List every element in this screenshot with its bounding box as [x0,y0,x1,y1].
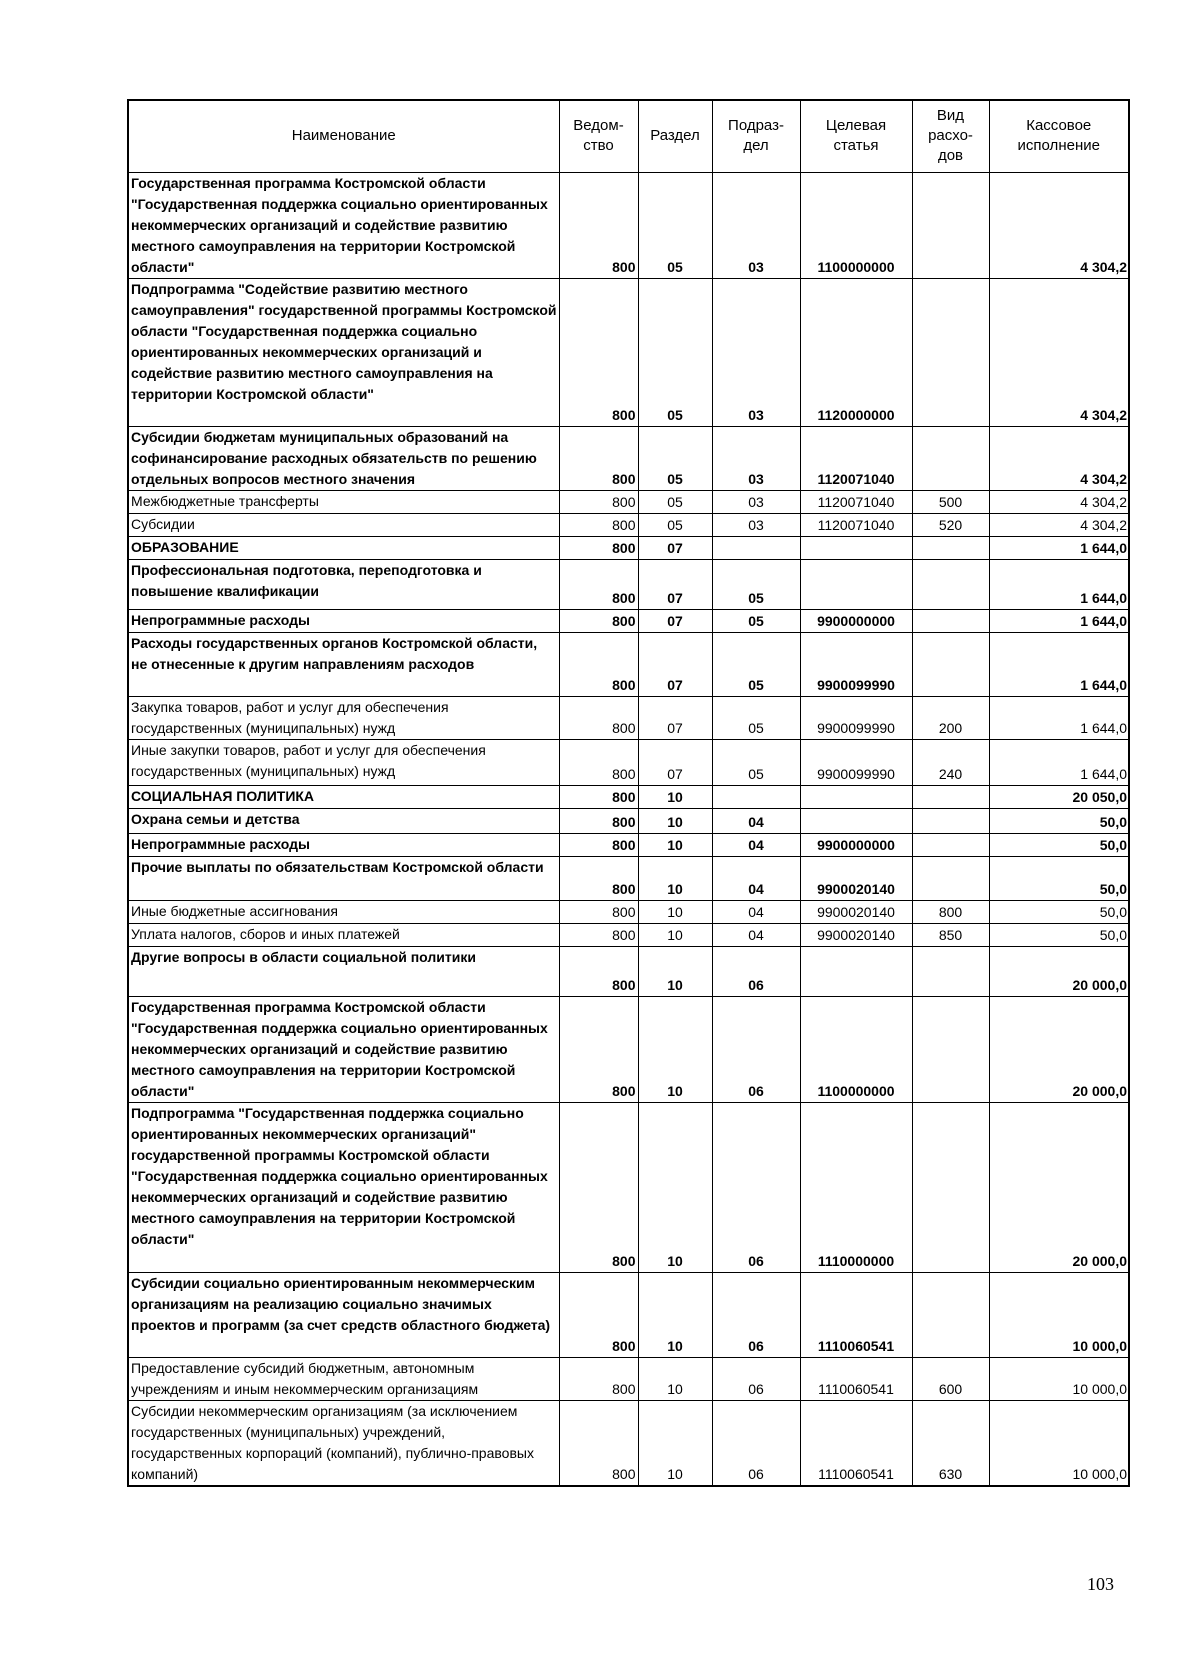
header-department-l2: ство [583,137,614,155]
row-section: 10 [638,1357,712,1400]
row-department: 800 [559,785,638,808]
row-expense-type [912,632,989,696]
row-amount: 50,0 [989,833,1129,856]
row-target: 1110000000 [800,1102,912,1272]
table-row [128,946,1129,996]
row-subsection: 04 [712,900,800,923]
row-name: Иные закупки товаров, работ и услуг для обеспечения государственных (муниципальных) нужд [128,739,559,785]
row-subsection: 04 [712,923,800,946]
row-subsection: 06 [712,946,800,996]
row-name: Закупка товаров, работ и услуг для обеспечения государственных (муниципальных) нужд [128,696,559,739]
header-cash-l1: Кассовое [1026,117,1092,135]
row-amount: 1 644,0 [989,696,1129,739]
row-section: 07 [638,559,712,609]
row-target [800,808,912,833]
row-section: 07 [638,696,712,739]
table-row [128,996,1129,1102]
row-section: 10 [638,785,712,808]
row-amount: 10 000,0 [989,1357,1129,1400]
row-amount: 10 000,0 [989,1272,1129,1357]
row-subsection: 05 [712,739,800,785]
row-department: 800 [559,739,638,785]
row-target [800,559,912,609]
header-department-l1: Ведом- [573,117,624,135]
header-name: Наименование [128,100,559,172]
table-row [128,900,1129,923]
row-section: 07 [638,739,712,785]
row-name: Уплата налогов, сборов и иных платежей [128,923,559,946]
row-section: 10 [638,946,712,996]
row-target: 9900020140 [800,900,912,923]
row-section: 07 [638,609,712,632]
table-row [128,536,1129,559]
header-target-l1: Целевая [825,117,887,135]
row-name: Подпрограмма "Государственная поддержка социально ориентированных некоммерческих организаций" государственной программы Костромской области "Государственная поддержка социально ориентированных некоммерческих организаций и содействие развитию местного самоуправления на территории Костромской области" [128,1102,559,1272]
table-row [128,490,1129,513]
row-department: 800 [559,609,638,632]
row-subsection: 06 [712,996,800,1102]
row-target: 9900099990 [800,739,912,785]
header-subsection-l1: Подраз- [728,117,784,135]
row-expense-type [912,172,989,278]
row-expense-type [912,856,989,900]
row-section: 05 [638,513,712,536]
row-expense-type [912,785,989,808]
table-row [128,1400,1129,1486]
row-expense-type [912,833,989,856]
row-department: 800 [559,490,638,513]
row-expense-type [912,996,989,1102]
table-row [128,559,1129,609]
row-amount: 1 644,0 [989,559,1129,609]
row-name: Другие вопросы в области социальной политики [128,946,559,996]
table-row [128,785,1129,808]
row-amount: 50,0 [989,856,1129,900]
row-section: 10 [638,1102,712,1272]
page-number: 103 [1087,1574,1114,1594]
row-target: 9900020140 [800,856,912,900]
row-name: Субсидии некоммерческим организациям (за исключением государственных (муниципальных) учреждений, государственных корпораций (компаний), публично-правовых компаний) [128,1400,559,1486]
table-row [128,632,1129,696]
table-row [128,1357,1129,1400]
row-target: 9900099990 [800,696,912,739]
row-name: Субсидии [128,513,559,536]
row-expense-type: 850 [912,923,989,946]
row-name: Прочие выплаты по обязательствам Костромской области [128,856,559,900]
row-name: Иные бюджетные ассигнования [128,900,559,923]
row-amount: 10 000,0 [989,1400,1129,1486]
row-section: 10 [638,856,712,900]
row-target: 9900099990 [800,632,912,696]
row-target [800,785,912,808]
row-department: 800 [559,996,638,1102]
row-amount: 1 644,0 [989,632,1129,696]
table-row [128,696,1129,739]
table-row [128,278,1129,426]
header-subsection-l2: дел [743,137,769,155]
row-name: Межбюджетные трансферты [128,490,559,513]
row-name: Субсидии бюджетам муниципальных образований на софинансирование расходных обязательств по решению отдельных вопросов местного значения [128,426,559,490]
row-expense-type [912,559,989,609]
row-department: 800 [559,900,638,923]
row-expense-type [912,278,989,426]
row-section: 10 [638,808,712,833]
row-subsection: 03 [712,172,800,278]
row-expense-type [912,1102,989,1272]
row-expense-type: 600 [912,1357,989,1400]
row-name: Непрограммные расходы [128,609,559,632]
row-department: 800 [559,833,638,856]
row-name: ОБРАЗОВАНИЕ [128,536,559,559]
row-section: 10 [638,923,712,946]
row-name: Непрограммные расходы [128,833,559,856]
row-department: 800 [559,1102,638,1272]
table-row [128,172,1129,278]
row-amount: 20 000,0 [989,1102,1129,1272]
row-subsection: 06 [712,1102,800,1272]
header-target-l2: статья [833,137,879,155]
header-section: Раздел [638,100,712,172]
row-amount: 20 050,0 [989,785,1129,808]
row-amount: 1 644,0 [989,739,1129,785]
row-department: 800 [559,278,638,426]
row-subsection: 05 [712,696,800,739]
row-section: 10 [638,996,712,1102]
row-subsection: 05 [712,559,800,609]
row-name: Субсидии социально ориентированным некоммерческим организациям на реализацию социально значимых проектов и программ (за счет средств областного бюджета) [128,1272,559,1357]
row-amount: 1 644,0 [989,609,1129,632]
row-expense-type [912,536,989,559]
row-target: 1110060541 [800,1357,912,1400]
table-row [128,426,1129,490]
row-department: 800 [559,1272,638,1357]
row-target: 9900000000 [800,609,912,632]
table-row [128,808,1129,833]
row-name: Расходы государственных органов Костромской области, не отнесенные к другим направлениям расходов [128,632,559,696]
header-subsection [712,100,800,172]
table-row [128,833,1129,856]
row-subsection: 03 [712,278,800,426]
row-target: 1120071040 [800,490,912,513]
row-amount: 4 304,2 [989,172,1129,278]
header-cash-l2: исполнение [1017,137,1100,155]
row-target: 1110060541 [800,1272,912,1357]
row-subsection [712,785,800,808]
row-expense-type: 630 [912,1400,989,1486]
header-cash [989,100,1129,172]
row-section: 07 [638,632,712,696]
row-subsection: 06 [712,1272,800,1357]
header-target [800,100,912,172]
row-name: Государственная программа Костромской области "Государственная поддержка социально ориентированных некоммерческих организаций и содействие развитию местного самоуправления на территории Костромской области" [128,996,559,1102]
row-subsection: 06 [712,1400,800,1486]
row-department: 800 [559,632,638,696]
row-target: 9900000000 [800,833,912,856]
row-amount: 4 304,2 [989,426,1129,490]
row-name: Профессиональная подготовка, переподготовка и повышение квалификации [128,559,559,609]
row-subsection: 03 [712,426,800,490]
row-amount: 1 644,0 [989,536,1129,559]
row-department: 800 [559,536,638,559]
table-row [128,923,1129,946]
row-subsection: 04 [712,833,800,856]
row-amount: 4 304,2 [989,490,1129,513]
row-section: 10 [638,1400,712,1486]
row-section: 05 [638,490,712,513]
header-department [559,100,638,172]
row-section: 10 [638,833,712,856]
row-expense-type: 500 [912,490,989,513]
budget-table [127,99,1130,1487]
row-expense-type [912,1272,989,1357]
row-department: 800 [559,856,638,900]
row-department: 800 [559,946,638,996]
row-department: 800 [559,696,638,739]
row-expense-type: 520 [912,513,989,536]
row-subsection: 06 [712,1357,800,1400]
row-name: СОЦИАЛЬНАЯ ПОЛИТИКА [128,785,559,808]
row-expense-type [912,946,989,996]
row-amount: 50,0 [989,923,1129,946]
header-expense-l2: расхо- [928,127,973,145]
row-department: 800 [559,559,638,609]
table-row [128,1272,1129,1357]
row-section: 10 [638,1272,712,1357]
row-expense-type [912,609,989,632]
row-name: Предоставление субсидий бюджетным, автономным учреждениям и иным некоммерческим организациям [128,1357,559,1400]
row-section: 05 [638,172,712,278]
row-expense-type: 240 [912,739,989,785]
row-amount: 20 000,0 [989,996,1129,1102]
row-section: 07 [638,536,712,559]
row-department: 800 [559,513,638,536]
row-expense-type: 200 [912,696,989,739]
row-target: 1100000000 [800,996,912,1102]
row-target [800,536,912,559]
row-subsection: 04 [712,808,800,833]
row-department: 800 [559,808,638,833]
row-target: 1100000000 [800,172,912,278]
row-name: Подпрограмма "Содействие развитию местного самоуправления" государственной программы Костромской области "Государственная поддержка социально ориентированных некоммерческих организаций и содействие развитию местного самоуправления на территории Костромской области" [128,278,559,426]
row-amount: 50,0 [989,900,1129,923]
row-subsection: 03 [712,513,800,536]
row-target: 9900020140 [800,923,912,946]
row-department: 800 [559,426,638,490]
row-expense-type [912,426,989,490]
row-section: 05 [638,278,712,426]
row-target: 1110060541 [800,1400,912,1486]
table-row [128,739,1129,785]
row-expense-type [912,808,989,833]
row-name: Охрана семьи и детства [128,808,559,833]
row-subsection: 04 [712,856,800,900]
row-subsection: 05 [712,632,800,696]
header-expense-l1: Вид [936,107,965,125]
row-subsection: 05 [712,609,800,632]
row-amount: 4 304,2 [989,513,1129,536]
row-amount: 4 304,2 [989,278,1129,426]
row-subsection: 03 [712,490,800,513]
row-name: Государственная программа Костромской области "Государственная поддержка социально ориентированных некоммерческих организаций и содействие развитию местного самоуправления на территории Костромской области" [128,172,559,278]
row-target [800,946,912,996]
table-row [128,1102,1129,1272]
row-section: 05 [638,426,712,490]
row-target: 1120071040 [800,426,912,490]
row-section: 10 [638,900,712,923]
header-expense-l3: дов [937,147,964,165]
row-department: 800 [559,172,638,278]
row-target: 1120071040 [800,513,912,536]
row-amount: 50,0 [989,808,1129,833]
row-target: 1120000000 [800,278,912,426]
row-subsection [712,536,800,559]
table-row [128,856,1129,900]
header-expense-type [912,100,989,172]
table-row [128,609,1129,632]
header-row [128,100,1129,172]
row-department: 800 [559,1400,638,1486]
row-department: 800 [559,1357,638,1400]
row-department: 800 [559,923,638,946]
table-row [128,513,1129,536]
row-expense-type: 800 [912,900,989,923]
row-amount: 20 000,0 [989,946,1129,996]
